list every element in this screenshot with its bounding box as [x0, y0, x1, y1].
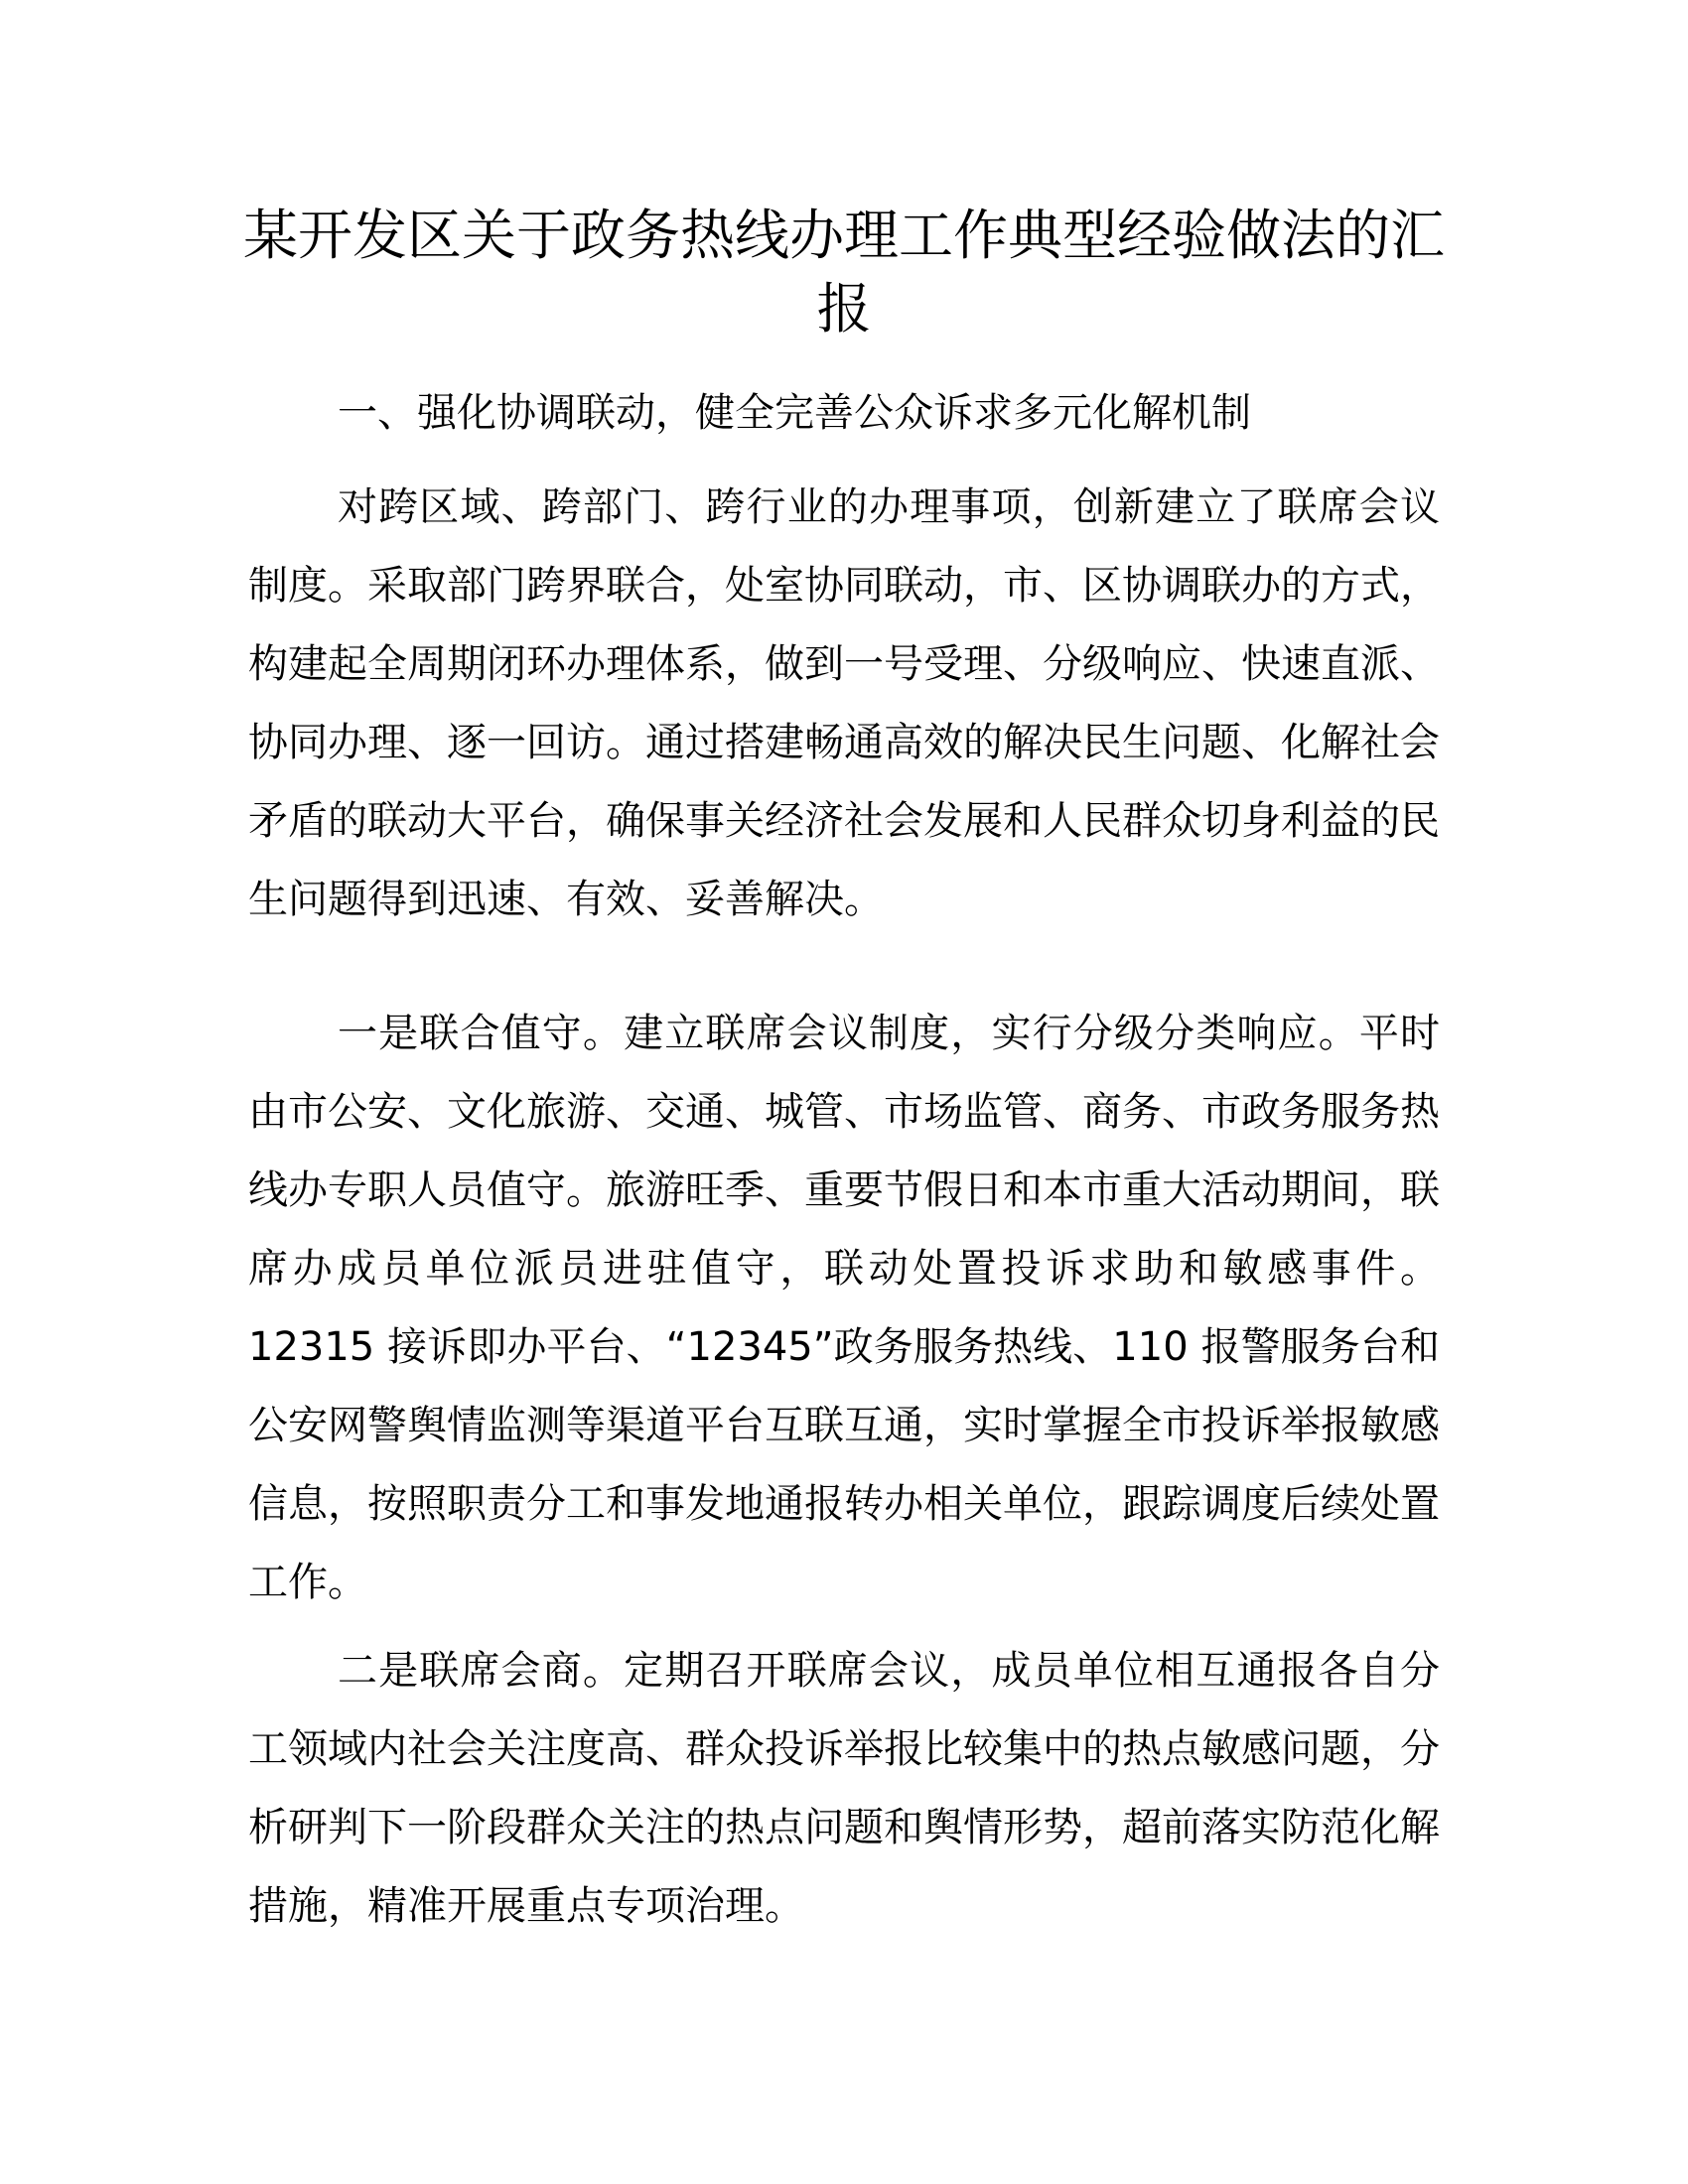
- section-heading: 一、强化协调联动，健全完善公众诉求多元化解机制: [338, 390, 1251, 436]
- body-paragraph-1: 对跨区域、跨部门、跨行业的办理事项，创新建立了联席会议制度。采取部门跨界联合，处室协同联动，市、区协调联办的方式，构建起全周期闭环办理体系，做到一号受理、分级响应、快速直派、协同办理、逐一回访。通过搭建畅通高效的解决民生问题、化解社会矛盾的联动大平台，确保事关经济社会发展和人民群众切身利益的民生问题得到迅速、有效、妥善解决。: [248, 484, 1440, 922]
- body-paragraph-3: 二是联席会商。定期召开联席会议，成员单位相互通报各自分工领域内社会关注度高、群众投诉举报比较集中的热点敏感问题，分析研判下一阶段群众关注的热点问题和舆情形势，超前落实防范化解措施，精准开展重点专项治理。: [248, 1648, 1440, 1929]
- body-paragraph-2: 一是联合值守。建立联席会议制度，实行分级分类响应。平时由市公安、文化旅游、交通、城管、市场监管、商务、市政务服务热线办专职人员值守。旅游旺季、重要节假日和本市重大活动期间，联席办成员单位派员进驻值守，联动处置投诉求助和敏感事件。12315 接诉即办平台、“12345”政务服务热线、110 报警服务台和公安网警舆情监测等渠道平台互联互通，实时掌握全市投诉举报敏感信息，按照职责分工和事发地通报转办相关单位，跟踪调度后续处置工作。: [248, 1011, 1440, 1605]
- document-title: 某开发区关于政务热线办理工作典型经验做法的汇报: [242, 204, 1445, 341]
